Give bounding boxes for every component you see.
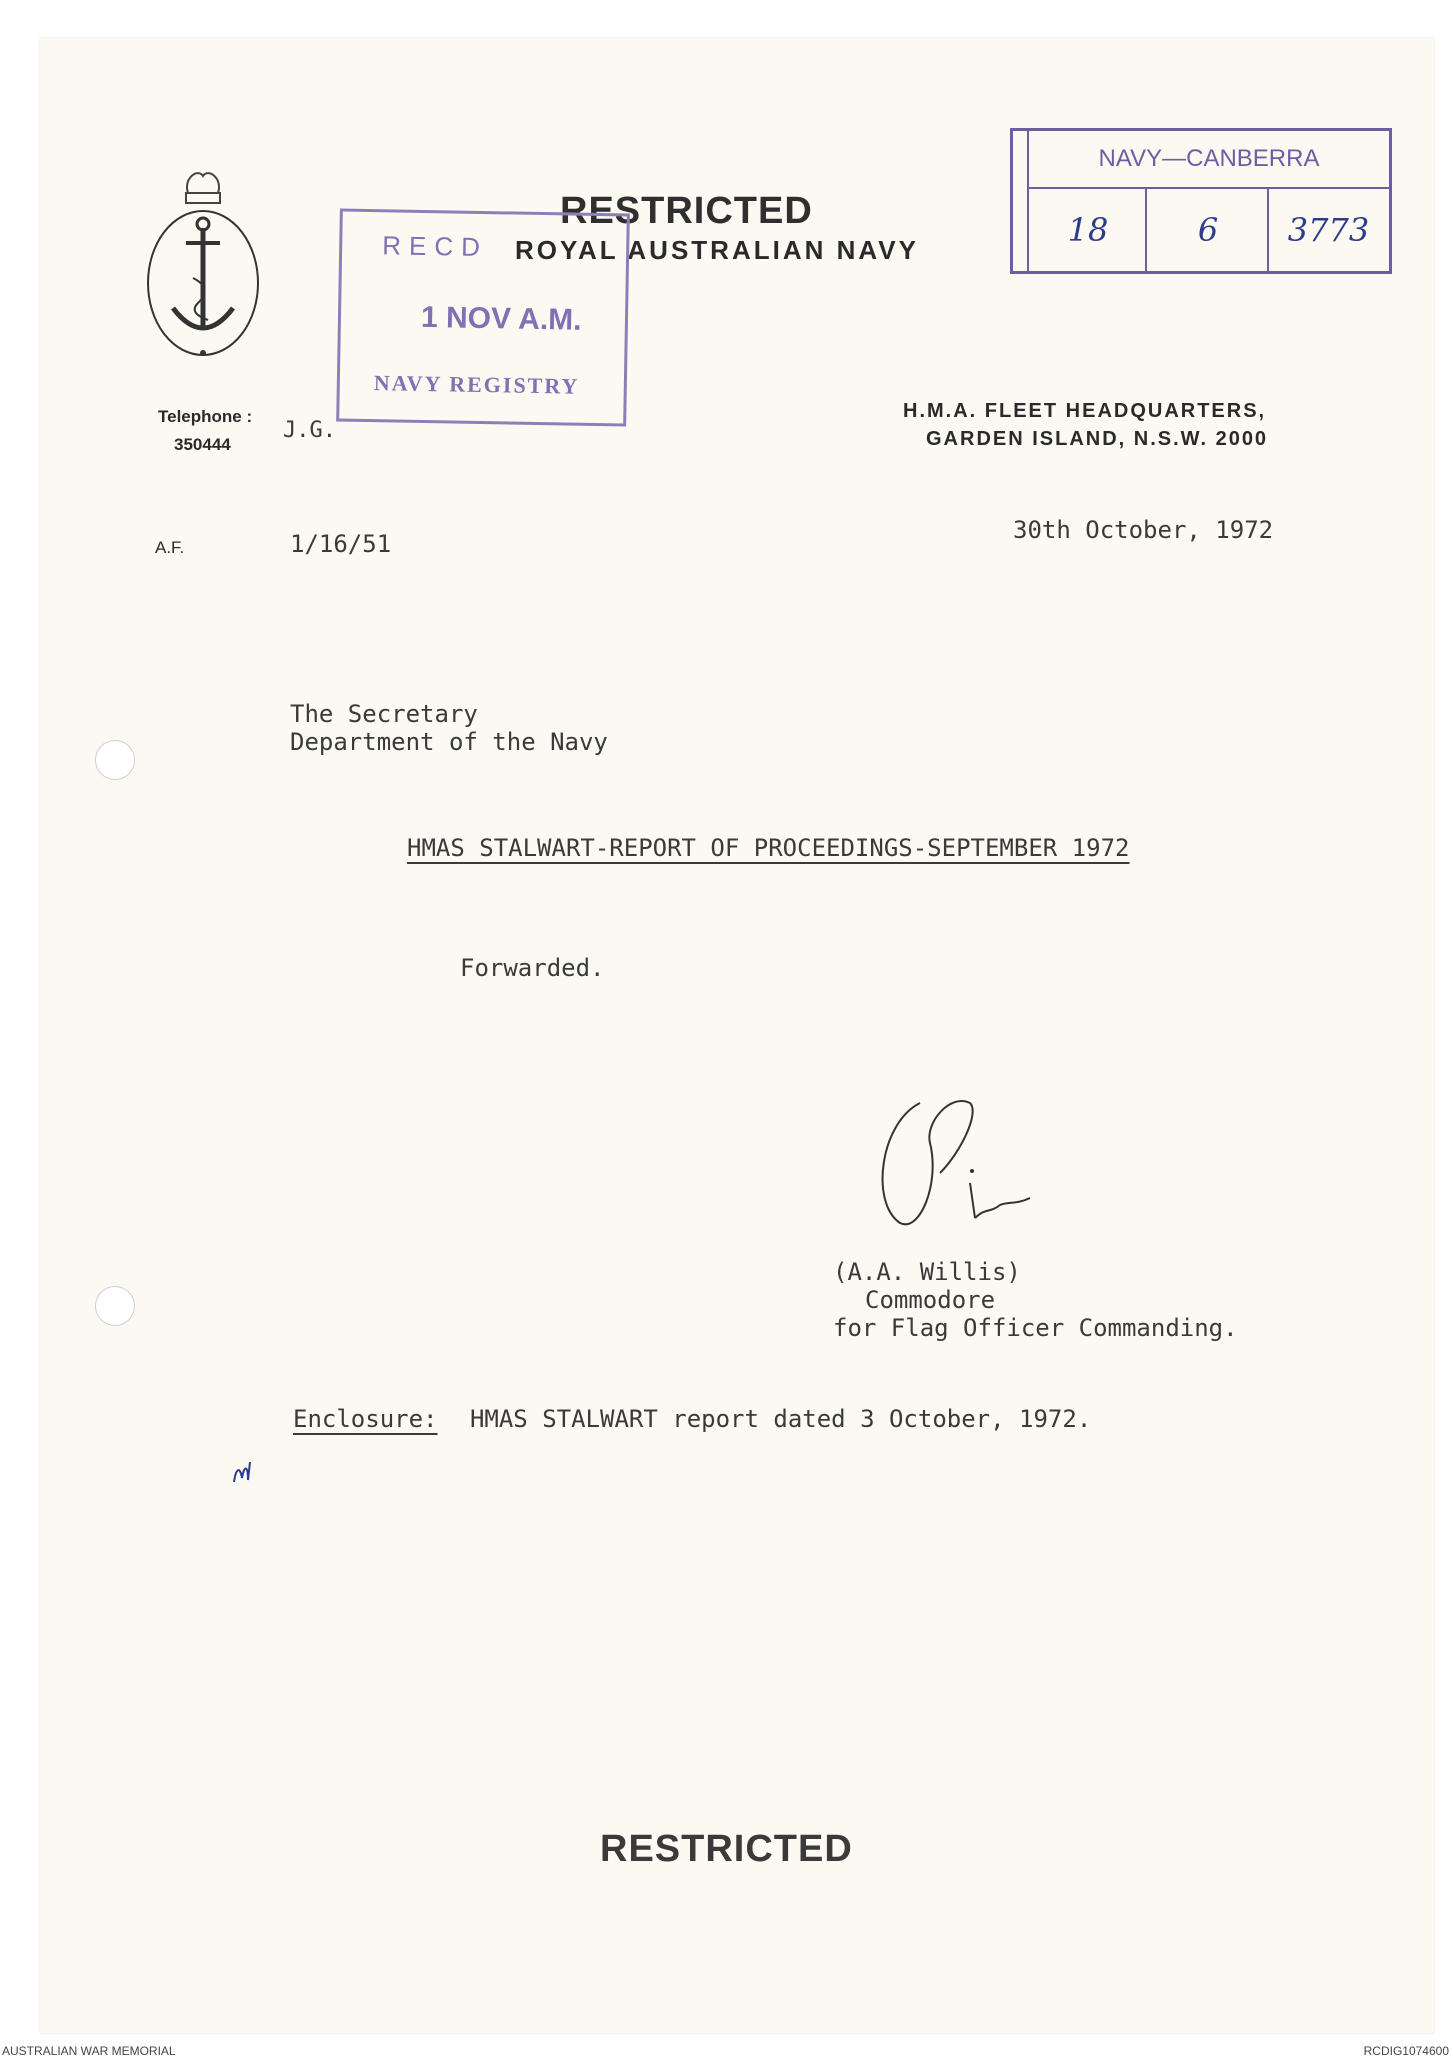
registry-cell-number: 3773 [1267, 189, 1388, 271]
received-stamp-label: RECD [381, 230, 489, 263]
enclosure-line [293, 1405, 1091, 1433]
archive-id: RCDIG1074600 [1363, 2044, 1449, 2058]
classification-heading: RESTRICTED [560, 190, 813, 232]
received-stamp [336, 208, 630, 426]
registry-cell-month: 6 [1145, 189, 1269, 271]
archive-credit: AUSTRALIAN WAR MEMORIAL [2, 2044, 176, 2058]
enclosure-text: HMAS STALWART report dated 3 October, 1972. [469, 1405, 1092, 1433]
classification-footer: RESTRICTED [600, 1828, 853, 1870]
registry-cell-day: 18 [1027, 189, 1147, 271]
addressee [290, 700, 608, 756]
registry-box-heading: NAVY—CANBERRA [1027, 131, 1389, 189]
signatory-role: for Flag Officer Commanding. [833, 1314, 1238, 1342]
telephone-block [158, 403, 252, 459]
registry-box [1010, 128, 1392, 274]
punch-hole [95, 740, 135, 780]
organisation-name: ROYAL AUSTRALIAN NAVY [515, 235, 919, 265]
file-reference: 1/16/51 [290, 530, 392, 558]
signatory-name: (A.A. Willis) [833, 1258, 1021, 1286]
signatory-rank: Commodore [865, 1286, 996, 1314]
handwritten-mark-icon [230, 1458, 260, 1488]
punch-hole [95, 1286, 135, 1326]
letter-date: 30th October, 1972 [1013, 516, 1274, 544]
sender-address-line2: GARDEN ISLAND, N.S.W. 2000 [926, 428, 1269, 450]
received-stamp-registry: NAVY REGISTRY [373, 370, 580, 399]
signature-icon [860, 1083, 1040, 1243]
telephone-number: 350444 [174, 435, 231, 454]
addressee-line2: Department of the Navy [290, 728, 608, 756]
initials: J.G. [283, 418, 336, 443]
telephone-label: Telephone : [158, 407, 253, 426]
document-page [40, 38, 1434, 2033]
signature-block [833, 1258, 1238, 1342]
af-label: A.F. [155, 538, 185, 557]
subject-line: HMAS STALWART-REPORT OF PROCEEDINGS-SEPTEMBER 1972 [407, 834, 1130, 862]
received-stamp-date: 1 NOV A.M. [420, 300, 582, 337]
addressee-line1: The Secretary [290, 700, 478, 728]
sender-address-line1: H.M.A. FLEET HEADQUARTERS, [903, 400, 1267, 422]
body-text: Forwarded. [460, 954, 605, 982]
navy-crest-icon [128, 148, 278, 368]
enclosure-label: Enclosure: [293, 1405, 438, 1433]
